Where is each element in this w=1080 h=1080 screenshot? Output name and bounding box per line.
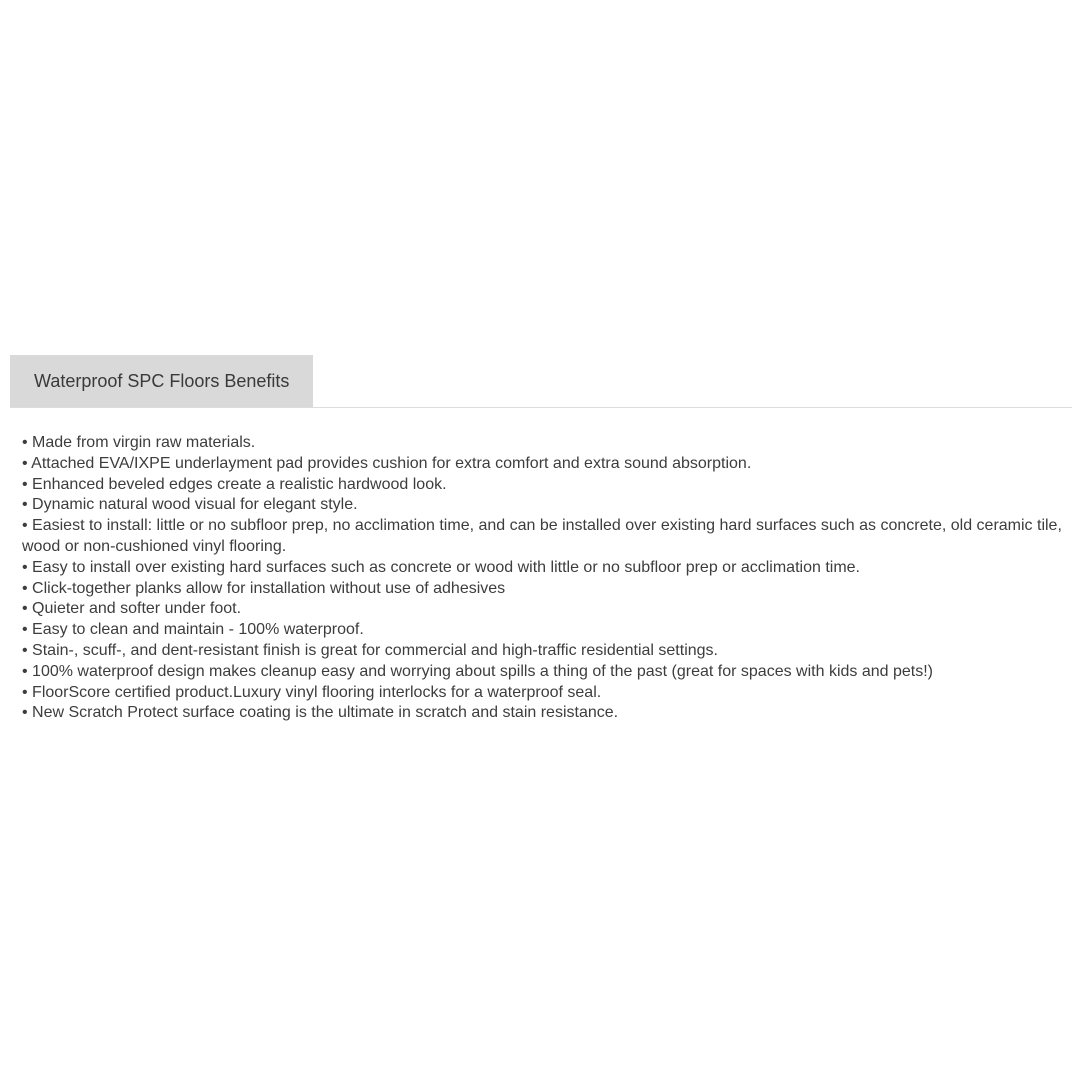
benefit-item: • Attached EVA/IXPE underlayment pad provides cushion for extra comfort and extra sound absorption. bbox=[22, 454, 752, 472]
benefit-item: • Click-together planks allow for installation without use of adhesives bbox=[22, 579, 506, 597]
benefit-item: • Quieter and softer under foot. bbox=[22, 600, 242, 618]
tab-strip bbox=[10, 355, 1072, 408]
benefit-item: • 100% waterproof design makes cleanup easy and worrying about spills a thing of the past (great for spaces with kids and pets!) bbox=[22, 662, 933, 680]
product-tabs-panel bbox=[10, 355, 1072, 724]
benefit-item: • Stain-, scuff-, and dent-resistant finish is great for commercial and high-traffic residential settings. bbox=[22, 641, 718, 659]
benefit-item: • Easy to clean and maintain - 100% waterproof. bbox=[22, 621, 364, 639]
benefit-item: • Easiest to install: little or no subfloor prep, no acclimation time, and can be installed over existing hard surfaces such as concrete, old ceramic tile, wood or non-cushioned vinyl flooring. bbox=[22, 517, 1062, 555]
benefit-item: • Enhanced beveled edges create a realistic hardwood look. bbox=[22, 475, 447, 493]
benefit-item: • Made from virgin raw materials. bbox=[22, 434, 256, 451]
tab-waterproof-spc-floors-benefits[interactable]: Waterproof SPC Floors Benefits bbox=[10, 355, 313, 407]
tab-content bbox=[10, 408, 1072, 724]
benefit-item: • FloorScore certified product.Luxury vinyl flooring interlocks for a waterproof seal. bbox=[22, 683, 602, 701]
benefit-item: • Dynamic natural wood visual for elegant style. bbox=[22, 496, 358, 514]
benefit-item: • Easy to install over existing hard surfaces such as concrete or wood with little or no subfloor prep or acclimation time. bbox=[22, 558, 860, 576]
benefit-item: • New Scratch Protect surface coating is the ultimate in scratch and stain resistance. bbox=[22, 704, 619, 722]
benefits-list bbox=[22, 433, 1072, 724]
